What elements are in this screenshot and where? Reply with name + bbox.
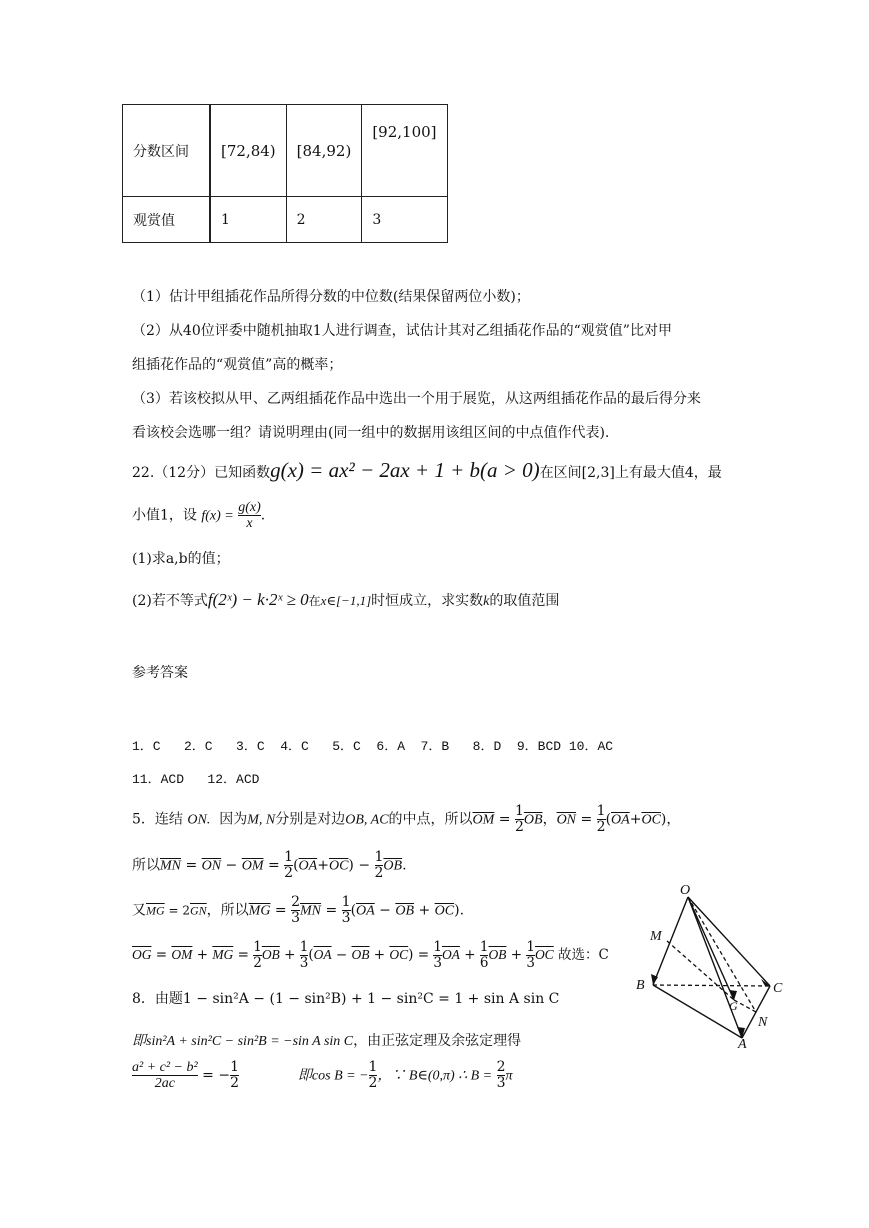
table-cell: [92,100] bbox=[362, 105, 447, 197]
label-n: N bbox=[758, 1015, 768, 1030]
inequality: f(2ˣ) − k·2ˣ ≥ 0 bbox=[207, 590, 309, 609]
table-cell: [72,84) bbox=[210, 105, 286, 197]
solution-8-line1: 8．由题1 − sin²A − (1 − sin²B) + 1 − sin²C = 1 + sin A sin C bbox=[132, 991, 560, 1007]
label-g: G bbox=[729, 999, 738, 1013]
vector: $\overline{OB}$ bbox=[261, 947, 280, 962]
fraction bbox=[230, 1060, 239, 1091]
fraction: $\frac{1}{3}$ bbox=[526, 939, 535, 971]
vector: $\overline{OB}$ bbox=[395, 903, 415, 919]
fraction: $\frac{1}{2}$ bbox=[596, 803, 606, 835]
fraction: $\frac{2}{3}$ bbox=[291, 894, 301, 926]
vector: $\overline{MG}$ bbox=[248, 903, 271, 919]
vector: $\overline{OC}$ bbox=[641, 812, 661, 828]
numerator: a² + c² − b² bbox=[132, 1060, 198, 1075]
sub2-post: 时恒成立，求实数 bbox=[371, 593, 484, 609]
question-22-line2: 小值1，设 f(x) = $\frac{g(x)}{x}$ . bbox=[132, 500, 266, 531]
vector: $\overline{OM}$ bbox=[171, 947, 193, 962]
solution-8-line2 bbox=[132, 1030, 521, 1050]
solution-5-line4: $\overline{OG} = \overline{OM} + \overline{MG}$ = $\frac{1}{2}$ $\overline{OB}$ + $\frac{1}{3}$ $(\overline{OA} - \overline{OB} + \overline{OC})$ = $\frac{1}{3}$ $\overline{OA}$ + $\frac{1}{6}$ $\overline{OB}$ + $\frac{1}{3}$ $\overline{OC}$ 故选：C bbox=[132, 939, 609, 971]
text: 所以 bbox=[132, 857, 160, 874]
numerator: 1 bbox=[230, 1059, 239, 1075]
vector: $\overline{OC}$ bbox=[434, 903, 455, 919]
edge-og bbox=[688, 897, 734, 1000]
label-a: A bbox=[738, 1037, 747, 1050]
vector: $\overline{ON}$ bbox=[201, 858, 222, 874]
solution-5-line1: 5．连结 ON. 因为M, N分别是对边OB, AC的中点，所以$\overline{OM}$ = $\frac{1}{2}$ $\overline{OB}$，$\overline{ON}$ = $\frac{1}{2}$ $(\overline{OA}+\overline{OC})$， bbox=[132, 803, 681, 835]
question-part-1: （1）估计甲组插花作品所得分数的中位数(结果保留两位小数)； bbox=[132, 289, 530, 305]
fraction: $\frac{1}{2}$ bbox=[514, 803, 524, 835]
question-part-3-line1: （3）若该校拟从甲、乙两组插花作品中选出一个用于展览，从这两组插花作品的最后得分来 bbox=[132, 391, 701, 407]
vector: $\overline{ON}$ bbox=[556, 812, 577, 828]
fraction: $\frac{1}{6}$ bbox=[479, 939, 489, 971]
sub2-mid: 在 bbox=[308, 594, 321, 608]
vector: $\overline{OA}$ bbox=[441, 947, 460, 962]
label-c: C bbox=[773, 981, 783, 996]
denominator: 2ac bbox=[132, 1075, 198, 1091]
vector: $\overline{MN}$ bbox=[300, 903, 322, 919]
question-22-sub2 bbox=[132, 590, 559, 610]
fraction: $\frac{1}{3}$ bbox=[341, 894, 351, 926]
vector: $\overline{OA}$ bbox=[356, 903, 375, 919]
label-o: O bbox=[680, 883, 691, 898]
vector: $\overline{OM}$ bbox=[241, 858, 264, 874]
sub2-prefix: (2)若不等式 bbox=[132, 593, 208, 609]
fraction: $\frac{1}{2}$ bbox=[253, 939, 262, 971]
vector: $\overline{OB}$ bbox=[383, 858, 403, 874]
sub2-end: 的取值范围 bbox=[489, 593, 560, 609]
denominator: x bbox=[238, 515, 261, 531]
numerator: 2 bbox=[496, 1059, 506, 1075]
vector: $\overline{OB}$ bbox=[351, 947, 370, 962]
vector: $\overline{MN}$ bbox=[160, 858, 181, 874]
label-b: B bbox=[636, 978, 645, 993]
text: 因为 bbox=[219, 811, 248, 828]
fraction: $\frac{1}{3}$ bbox=[299, 939, 309, 971]
denominator: 2 bbox=[368, 1075, 378, 1091]
text: 即cos B = − bbox=[297, 1068, 369, 1084]
text: 故选：C bbox=[558, 947, 609, 963]
tetrahedron-figure bbox=[630, 880, 790, 1050]
vector: $\overline{OC}$ bbox=[328, 858, 349, 874]
segment-on bbox=[688, 897, 756, 1012]
table-cell: 1 bbox=[210, 197, 286, 243]
numerator: 1 bbox=[368, 1059, 378, 1075]
question-22-line1 bbox=[132, 458, 722, 483]
vector: $\overline{OM}$ bbox=[472, 812, 495, 828]
question-22-sub1: (1)求a,b的值； bbox=[132, 551, 230, 567]
text: 又 bbox=[132, 902, 146, 919]
question-part-3-line2: 看该校会选哪一组？请说明理由(同一组中的数据用该组区间的中点值作代表). bbox=[132, 425, 610, 441]
fraction: $\frac{1}{2}$ bbox=[374, 849, 384, 881]
text: 的中点，所以 bbox=[388, 811, 473, 828]
table-cell: 观赏值 bbox=[123, 197, 211, 243]
denominator: 3 bbox=[496, 1075, 506, 1091]
text: ，所以 bbox=[206, 902, 249, 919]
numerator: g(x) bbox=[238, 500, 261, 515]
text: ，∵ B∈(0,π) ∴ B = bbox=[377, 1068, 493, 1084]
vector: $\overline{OA}$ bbox=[298, 858, 318, 874]
answers-row-1: 1．C 2．C 3．C 4．C 5．C 6．A 7．B 8．D 9．BCD 10．AC bbox=[132, 739, 614, 754]
question-part-2-line1: （2）从40位评委中随机抽取1人进行调查，试估计其对乙组插花作品的“观赏值”比对甲 bbox=[132, 323, 672, 339]
text: 5．连结 bbox=[132, 811, 183, 828]
text: ON. bbox=[187, 812, 211, 828]
label-m: M bbox=[650, 929, 662, 944]
edge-oa bbox=[688, 897, 742, 1038]
solution-8-line3 bbox=[132, 1060, 513, 1091]
k-var: k bbox=[483, 594, 490, 609]
text: 即sin²A + sin²C − sin²B = −sin A sin C bbox=[132, 1034, 354, 1049]
table-cell: 分数区间 bbox=[123, 105, 211, 197]
question-22-function: g(x) = ax² − 2ax + 1 + b(a > 0) bbox=[270, 458, 540, 482]
text: ，由正弦定理及余弦定理得 bbox=[353, 1033, 522, 1049]
vector: $\overline{OA}$ bbox=[313, 947, 332, 962]
text: OB, AC bbox=[345, 812, 389, 828]
table-cell: 3 bbox=[362, 197, 447, 243]
edge-bc-hidden bbox=[653, 985, 770, 986]
vector: $\overline{OA}$ bbox=[611, 812, 630, 828]
vector: $\overline{OC}$ bbox=[534, 947, 554, 962]
fraction: $\frac{1}{2}$ bbox=[284, 849, 294, 881]
denominator: 2 bbox=[230, 1075, 239, 1091]
solution-5-line2: 所以$\overline{MN} = \overline{ON} - \overline{OM}$ = $\frac{1}{2}$ $(\overline{OA}+\overline{OC})$ − $\frac{1}{2}$ $\overline{OB}$. bbox=[132, 849, 407, 881]
text: π bbox=[505, 1068, 513, 1084]
question-part-2-line2: 组插花作品的“观赏值”高的概率； bbox=[132, 357, 343, 373]
text: M, N bbox=[247, 812, 276, 828]
fraction bbox=[132, 1060, 198, 1091]
fraction bbox=[238, 500, 261, 531]
vector: $\overline{OB}$ bbox=[523, 812, 543, 828]
table-cell: 2 bbox=[286, 197, 362, 243]
question-22-line2-text: 小值1，设 bbox=[132, 507, 197, 524]
question-22-prefix: 22.（12分）已知函数 bbox=[132, 465, 271, 481]
table-cell: [84,92) bbox=[286, 105, 362, 197]
vector: $\overline{GN}$ bbox=[190, 903, 207, 918]
solution-5-line3: 又$\overline{MG} = 2\overline{GN}$，所以$\overline{MG}$ = $\frac{2}{3}$ $\overline{MN}$ = $\frac{1}{3}$ $(\overline{OA} - \overline{OB} + \overline{OC})$. bbox=[132, 894, 465, 926]
question-22-f-def: f(x) = bbox=[201, 508, 234, 524]
score-table bbox=[122, 104, 448, 243]
text: = − bbox=[202, 1067, 231, 1084]
vector: $\overline{OB}$ bbox=[488, 947, 507, 962]
question-22-condition: 在区间[2,3]上有最大值4，最 bbox=[539, 465, 722, 481]
vector: $\overline{MG}$ bbox=[212, 947, 234, 962]
text: 分别是对边 bbox=[275, 811, 346, 828]
fraction: $\frac{1}{3}$ bbox=[433, 939, 442, 971]
vector: $\overline{MG}$ bbox=[146, 903, 165, 918]
answers-heading: 参考答案 bbox=[132, 665, 188, 681]
vector: $\overline{OG}$ bbox=[132, 947, 152, 962]
answers-row-2: 11．ACD 12．ACD bbox=[132, 772, 260, 787]
edge-oc bbox=[688, 897, 770, 986]
range: x∈[−1,1] bbox=[320, 593, 372, 608]
vector: $\overline{OC}$ bbox=[389, 947, 409, 962]
